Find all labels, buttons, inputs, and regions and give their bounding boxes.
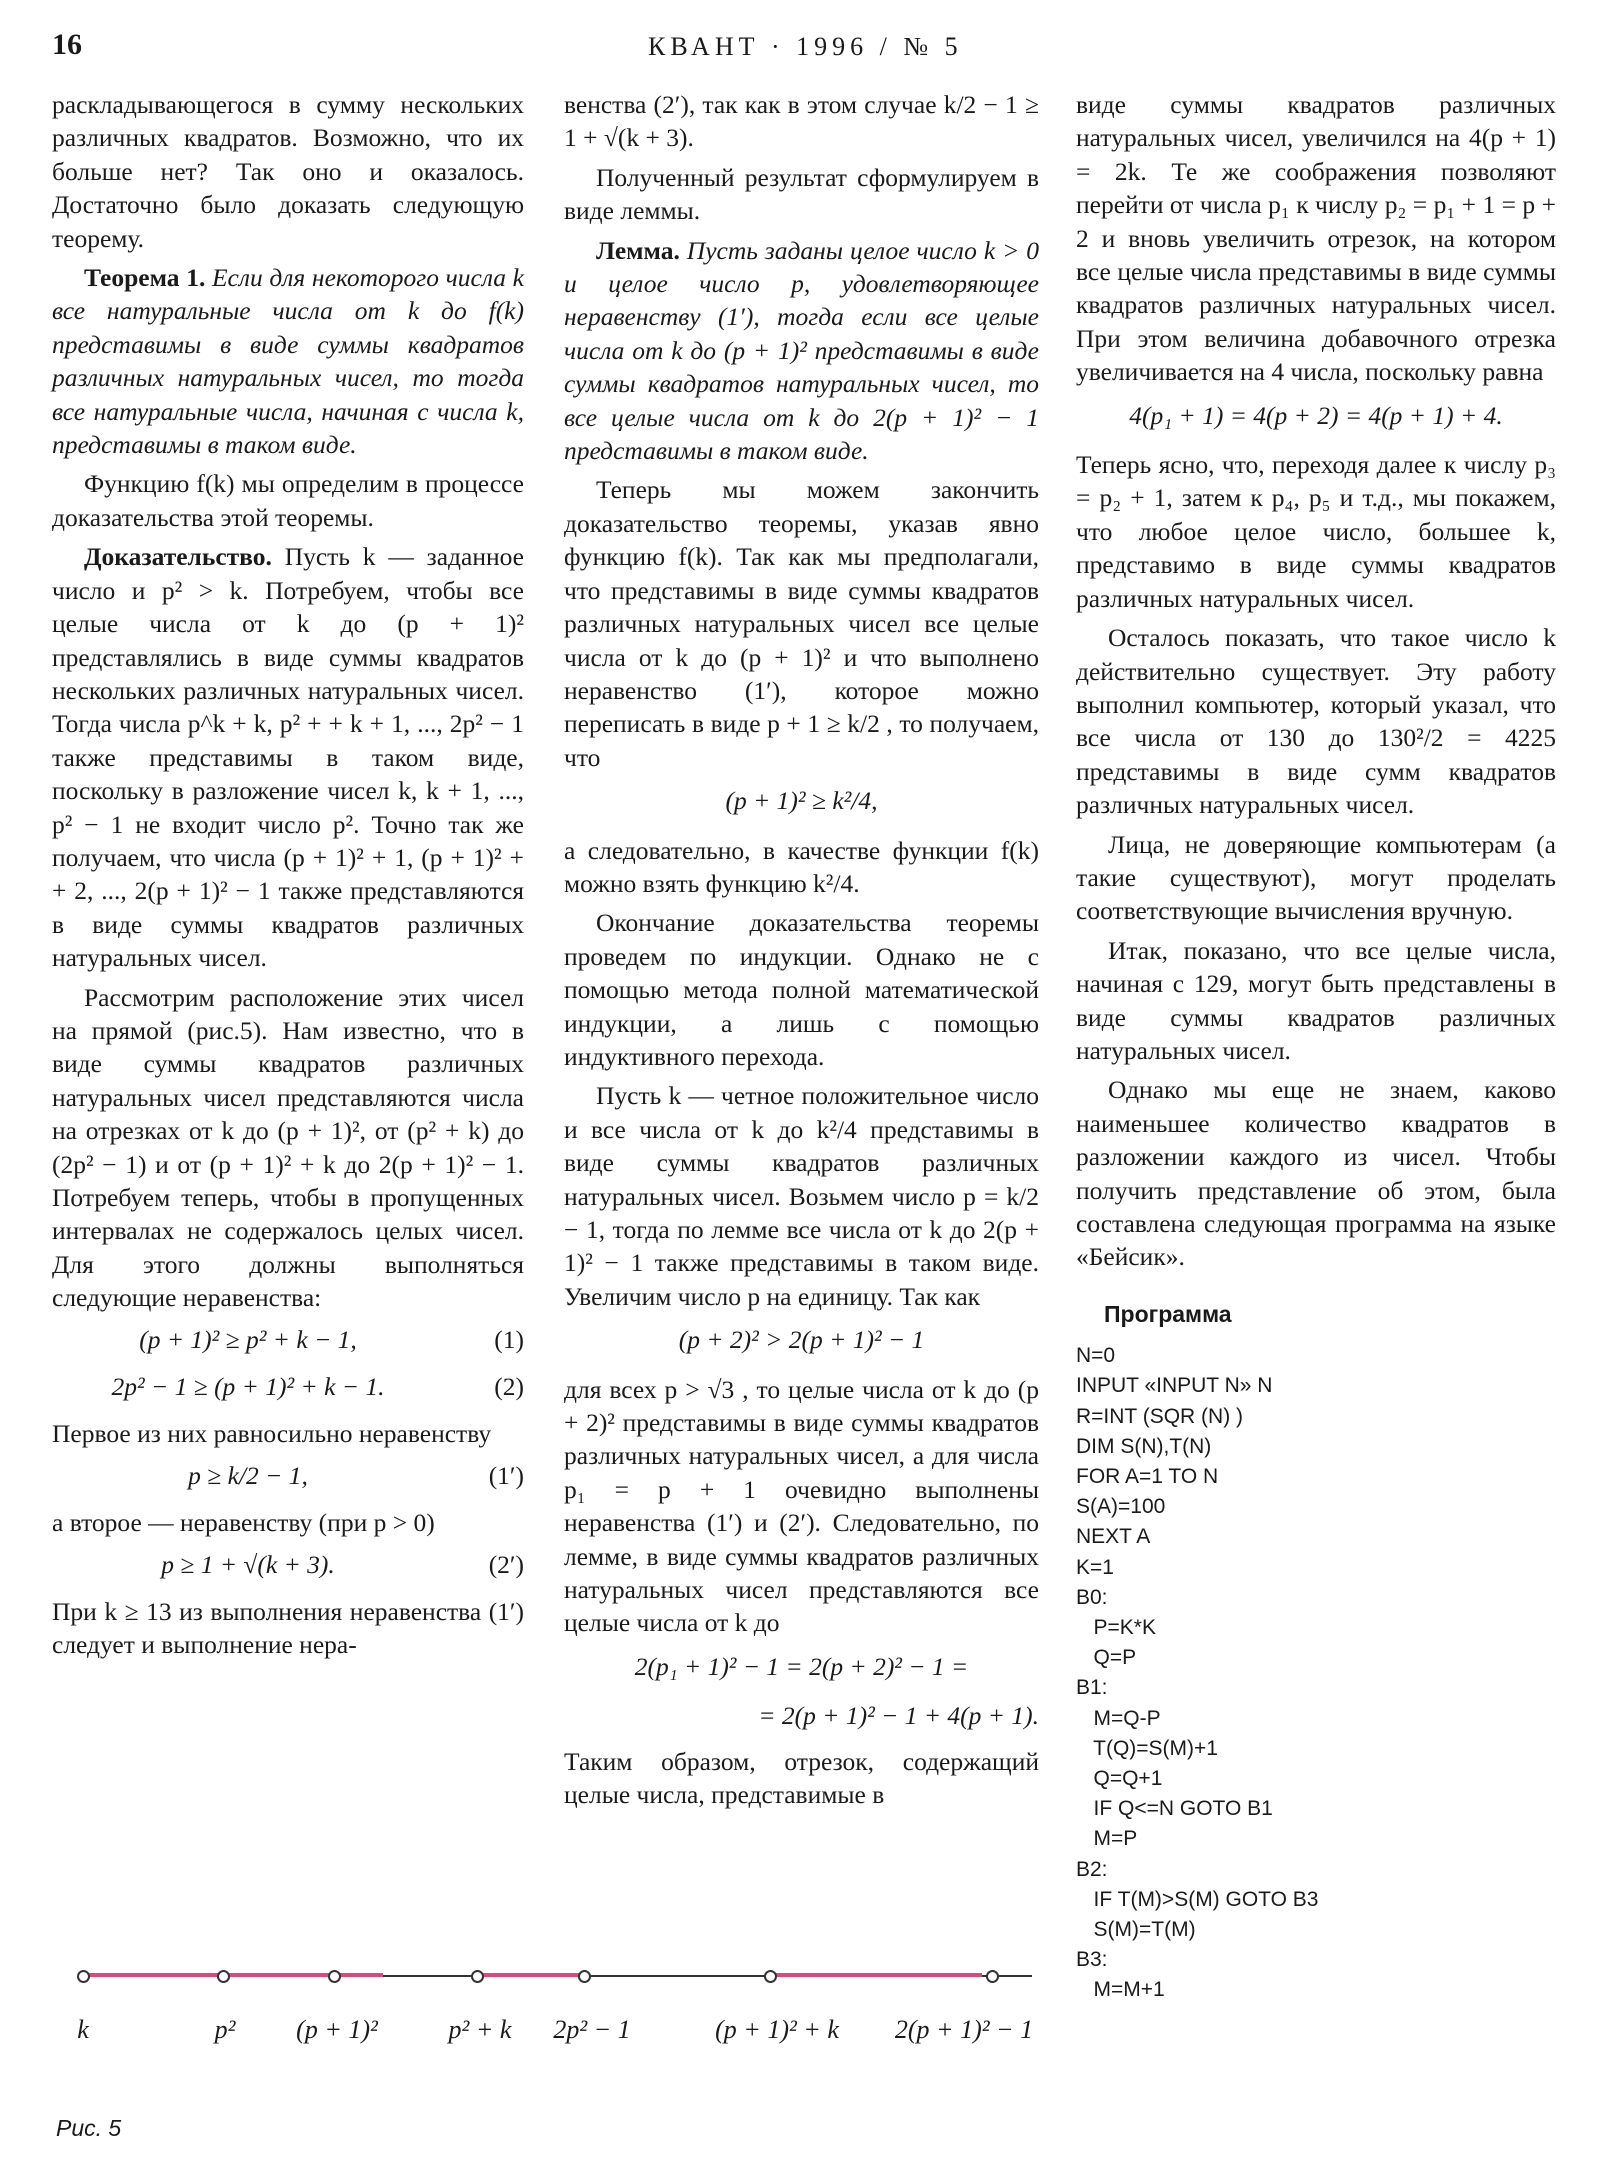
proof-label: Доказательство.	[84, 542, 272, 572]
code-line: M=P	[1076, 1827, 1138, 1851]
equation-1	[52, 1323, 524, 1356]
label-p1-squared: (p + 1)²	[296, 2015, 378, 2044]
equation-1-prime	[52, 1459, 524, 1492]
code-line: B0:	[1076, 1585, 1108, 1609]
paragraph: Пусть k — четное положительное число и все числа от k до k²/4 представимы в виде суммы квадратов различных натуральных чисел. Возьмем число p = k/2 − 1, тогда по лемме все числа от k до 2(p + 1)² − 1 также представимы в таком виде. Увеличим число p на единицу. Так как	[564, 1081, 1039, 1311]
equation-number: (2′)	[488, 1549, 524, 1579]
lemma-label: Лемма.	[596, 235, 680, 265]
label-p1-squared-plus-k: (p + 1)² + k	[715, 2015, 839, 2044]
point-p2-plus-k	[471, 1970, 484, 1983]
point-k	[77, 1970, 90, 1983]
paragraph: При k ≥ 13 из выполнения неравенства (1′) следует и выполнение нера-	[52, 1597, 524, 1660]
point-p2	[217, 1970, 230, 1983]
paragraph: венства (2′), так как в этом случае k/2 − 1 ≥ 1 + √(k + 3).	[564, 90, 1039, 153]
label-k: k	[77, 2015, 89, 2044]
lemma	[564, 234, 1039, 468]
code-line: M=Q-P	[1076, 1706, 1161, 1730]
code-line: M=M+1	[1076, 1978, 1165, 2002]
equation-expr: p ≥ k/2 − 1,	[188, 1460, 308, 1490]
paragraph: Однако мы еще не знаем, каково наименьшее количество квадратов в разложении каждого из чисел. Чтобы получить представление об этом, была составлена следующая программа на языке «Бейсик».	[1076, 1075, 1556, 1272]
label-p2: p²	[214, 2015, 236, 2044]
paragraph: Полученный результат сформулируем в виде леммы.	[564, 162, 1039, 226]
paragraph: Первое из них равносильно неравенству	[52, 1419, 492, 1449]
code-line: S(M)=T(M)	[1076, 1918, 1196, 1942]
page-header	[52, 28, 1552, 68]
proof-text: Пусть k — заданное число и p² > k. Потребуем, чтобы все целые числа от k до (p + 1)² представлялись в виде суммы квадратов нескольких различных натуральных чисел. Тогда числа p^k + k, p² + + k + 1, ..., 2p² − 1 также представимы в таком виде, поскольку в разложение чисел k, k + 1, ..., p² − 1 не входит число p². Точно так же получаем, что числа (p + 1)² + 1, (p + 1)² + + 2, ..., 2(p + 1)² − 1 также представляются в виде суммы квадратов различных натуральных чисел.	[52, 542, 524, 973]
code-line: Q=P	[1076, 1646, 1137, 1670]
code-line: B1:	[1076, 1676, 1108, 1700]
code-line: Q=Q+1	[1076, 1767, 1163, 1791]
code-line: R=INT (SQR (N) )	[1076, 1404, 1244, 1428]
page-number: 16	[52, 28, 82, 61]
equation: (p + 2)² > 2(p + 1)² − 1	[678, 1325, 925, 1355]
paragraph: Теперь ясно, что, переходя далее к числу p₃ = p₂ + 1, затем к p₄, p₅ и т.д., мы покажем, что любое целое число, большее k, представимо в виде суммы квадратов различных натуральных чисел.	[1076, 450, 1556, 613]
code-line: P=K*K	[1076, 1616, 1156, 1640]
paragraph: виде суммы квадратов различных натуральных чисел, увеличился на 4(p + 1) = 2k. Те же соображения позволяют перейти от числа p₁ к числу p₂ = p₁ + 1 = p + 2 и вновь увеличить отрезок, на котором все целые числа представимы в виде суммы квадратов различных натуральных чисел. При этом величина добавочного отрезка увеличивается на 4 числа, поскольку равна	[1076, 90, 1556, 387]
code-line: K=1	[1076, 1555, 1114, 1579]
basic-program	[1076, 1341, 1556, 2005]
code-line: INPUT «INPUT N» N	[1076, 1374, 1273, 1398]
equation: 2(p₁ + 1)² − 1 = 2(p + 2)² − 1 =	[634, 1651, 969, 1681]
point-2p1-squared-minus-1	[986, 1970, 999, 1983]
proof	[52, 540, 524, 974]
equation: (p + 1)² ≥ k²/4,	[725, 786, 878, 816]
equation-expr: p ≥ 1 + √(k + 3).	[161, 1549, 335, 1579]
paragraph: Осталось показать, что такое число k действительно существует. Эту работу выполнил компьютер, который указал, что все числа от 130 до 130²/2 = 4225 представимы в виде сумм квадратов различных натуральных чисел.	[1076, 623, 1556, 820]
label-2p2-minus-1: 2p² − 1	[553, 2015, 631, 2044]
equation-2-prime	[52, 1548, 524, 1581]
point-p1-squared	[328, 1970, 341, 1983]
equation-number: (1)	[494, 1324, 524, 1354]
code-line: IF T(M)>S(M) GOTO B3	[1076, 1887, 1319, 1911]
code-line: B2:	[1076, 1857, 1108, 1881]
paragraph: раскладывающегося в сумму нескольких различных квадратов. Возможно, что их больше нет? Так оно и оказалось. Достаточно было доказать следующую теорему.	[52, 90, 524, 253]
paragraph: Функцию f(k) мы определим в процессе доказательства этой теоремы.	[52, 469, 524, 532]
theorem-text: Если для некоторого числа k все натуральные числа от k до f(k) представимы в виде суммы квадратов различных натуральных чисел, то тогда все натуральные числа, начиная с числа k, представимы в таком виде.	[52, 263, 524, 460]
point-p1-squared-plus-k	[764, 1970, 777, 1983]
code-line: NEXT A	[1076, 1525, 1151, 1549]
paragraph: для всех p > √3 , то целые числа от k до (p + 2)² представимы в виде суммы квадратов различных натуральных чисел, а для числа p₁ = p + 1 очевидно выполнены неравенства (1′) и (2′). Следовательно, по лемме, в виде суммы квадратов различных натуральных чисел представляются все целые числа от k до	[564, 1374, 1039, 1638]
paragraph: Таким образом, отрезок, содержащий целые числа, представимые в	[564, 1746, 1039, 1810]
equation-number: (1′)	[488, 1460, 524, 1490]
equation: 4(p₁ + 1) = 4(p + 2) = 4(p + 1) + 4.	[1129, 400, 1503, 430]
equation-expr: (p + 1)² ≥ p² + k − 1,	[139, 1324, 357, 1354]
theorem-label: Теорема 1.	[84, 263, 206, 293]
label-p2-plus-k: p² + k	[448, 2015, 512, 2044]
journal-title: КВАНТ · 1996 / № 5	[648, 32, 963, 61]
code-line: B3:	[1076, 1948, 1108, 1972]
equation: = 2(p + 1)² − 1 + 4(p + 1).	[758, 1701, 1039, 1731]
code-line: DIM S(N),T(N)	[1076, 1434, 1212, 1458]
equation-2	[52, 1370, 524, 1403]
paragraph: Рассмотрим расположение этих чисел на прямой (рис.5). Нам известно, что в виде суммы квадратов различных натуральных чисел представляются числа на отрезках от k до (p + 1)², от (p² + k) до (2p² − 1) и от (p + 1)² + k до 2(p + 1)² − 1. Потребуем теперь, чтобы в пропущенных интервалах не содержалось целых чисел. Для этого должны выполняться следующие неравенства:	[52, 982, 524, 1313]
paragraph: Окончание доказательства теоремы проведем по индукции. Однако не с помощью метода полной математической индукции, а лишь с помощью индуктивного перехода.	[564, 908, 1039, 1071]
paragraph: а второе — неравенству (при p > 0)	[52, 1508, 435, 1538]
equation-number: (2)	[494, 1372, 524, 1402]
point-2p2-minus-1	[578, 1970, 591, 1983]
label-2p1-squared-minus-1: 2(p + 1)² − 1	[894, 2015, 1034, 2044]
column-2	[564, 88, 1039, 1818]
covered-segment	[474, 1973, 579, 1977]
paragraph: Итак, показано, что все целые числа, начиная с 129, могут быть представлены в виде суммы квадратов различных натуральных чисел.	[1076, 935, 1556, 1065]
equation-expr: 2p² − 1 ≥ (p + 1)² + k − 1.	[111, 1372, 385, 1402]
column-3	[1076, 88, 1556, 2006]
paragraph: Теперь мы можем закончить доказательство теоремы, указав явно функцию f(k). Так как мы предполагали, что представимы в виде суммы квадратов различных натуральных чисел все целые числа от k до (p + 1)² и что выполнено неравенство (1′), которое можно переписать в виде p + 1 ≥ k/2 , то получаем, что	[564, 475, 1039, 772]
theorem-1	[52, 261, 524, 461]
code-line: IF Q<=N GOTO B1	[1076, 1797, 1273, 1821]
code-line: S(A)=100	[1076, 1495, 1166, 1519]
figure-caption: Рис. 5	[56, 2115, 122, 2141]
code-line: N=0	[1076, 1344, 1116, 1368]
column-1	[52, 88, 524, 1668]
figure-5-number-line	[52, 1955, 1062, 2075]
code-line: T(Q)=S(M)+1	[1076, 1736, 1218, 1760]
lemma-text: Пусть заданы целое число k > 0 и целое число p, удовлетворяющее неравенству (1′), тогда если все целые числа от k до (p + 1)² представимы в виде суммы квадратов натуральных чисел, то все целые числа от k до 2(p + 1)² − 1 представимы в таком виде.	[564, 235, 1039, 466]
covered-segment	[770, 1973, 982, 1977]
program-heading: Программа	[1104, 1300, 1232, 1327]
paragraph: а следовательно, в качестве функции f(k) можно взять функцию k²/4.	[564, 835, 1039, 898]
code-line: FOR A=1 TO N	[1076, 1465, 1219, 1489]
paragraph: Лица, не доверяющие компьютерам (а такие существуют), могут проделать соответствующие вычисления вручную.	[1076, 829, 1556, 926]
